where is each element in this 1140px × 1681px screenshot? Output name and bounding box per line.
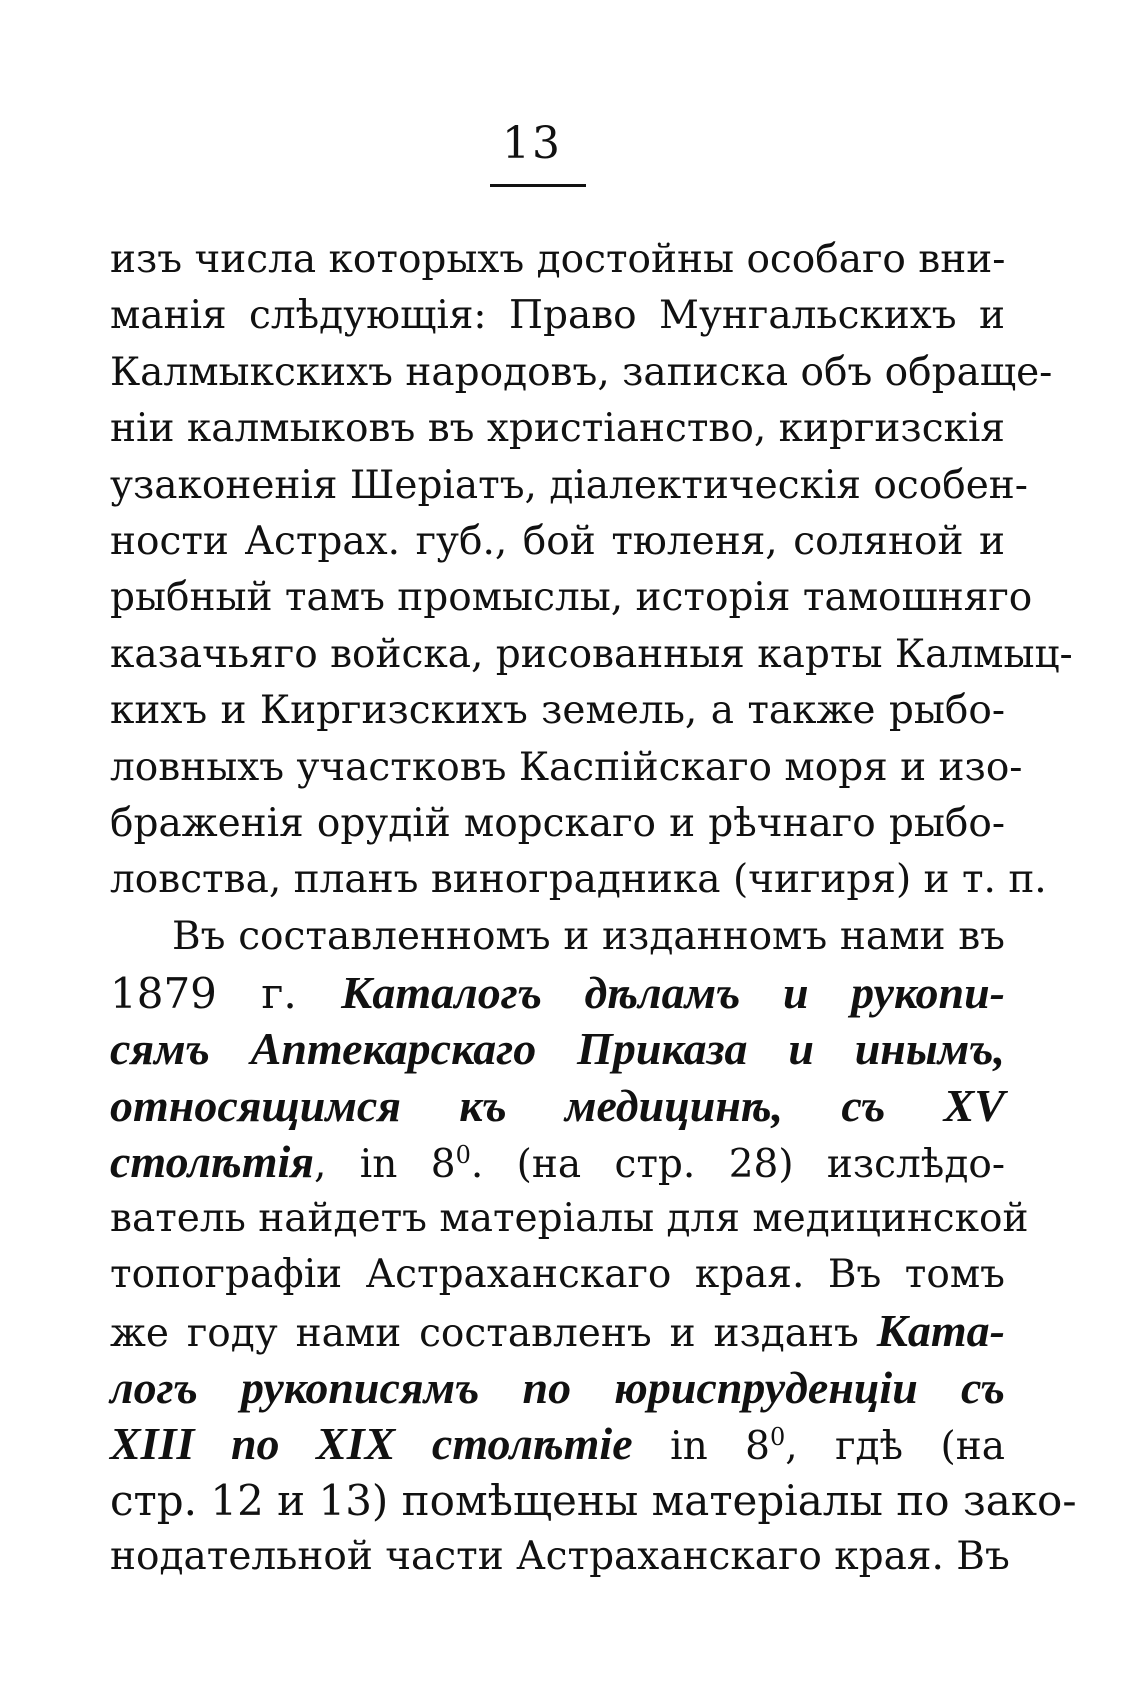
text-line [110,458,1028,514]
text-segment: браженія орудій морскаго и рѣчнаго рыбо- [110,800,1005,846]
italic-title-segment: XIII по XIX столѣтіе [110,1418,633,1470]
text-segment: ловныхъ участковъ Каспійскаго моря и изо- [110,744,1023,790]
text-segment: топографіи Астраханскаго края. Въ томъ [110,1252,1005,1298]
italic-title-segment: относящимся къ медицинѣ, съ XV [110,1079,1005,1131]
text-line [110,796,1005,852]
superscript: 0 [455,1141,471,1170]
text-segment: манія слѣдующія: Право Мунгальскихъ и [110,293,1005,339]
text-segment: нодательной части Астраханскаго края. Въ [110,1533,1010,1579]
text-line [110,1021,1005,1077]
text-segment: казачьяго войска, рисованныя карты Калмыц- [110,631,1073,677]
text-segment: Калмыкскихъ народовъ, записка объ обраще- [110,349,1053,395]
text-segment: ватель найдетъ матеріалы для медицинской [110,1195,1029,1241]
page-number: 13 [502,118,562,169]
italic-title-segment: логъ рукописямъ по юриспруденціи съ [110,1361,1005,1413]
text-line [110,965,1005,1021]
text-line [110,1191,1029,1247]
page-number-rule [490,184,586,187]
text-line [110,683,1005,739]
italic-title-segment: Ката- [876,1305,1005,1357]
text-line [110,401,1005,457]
text-segment: изъ числа которыхъ достойны особаго вни- [110,237,1006,282]
text-line [110,1134,1005,1190]
text-line [110,740,1023,796]
text-segment: Въ составленномъ и изданномъ нами въ [172,913,1005,959]
text-segment: . (на стр. 28) изслѣдо- [470,1142,1005,1188]
text-segment: ловства, планъ виноградника (чигиря) и т. п. [110,857,1047,903]
text-line [110,1247,1005,1303]
text-segment: стр. 12 и 13) помѣщены матеріалы по зако- [110,1475,1077,1525]
text-segment: ности Астрах. губ., бой тюленя, соляной и [110,518,1005,564]
text-segment: 1879 г. [110,969,342,1019]
text-line [110,288,1005,344]
text-segment: же году нами составленъ и изданъ [110,1311,877,1357]
body-text [110,232,1077,1585]
text-segment: кихъ и Киргизскихъ земель, а также рыбо- [110,688,1005,734]
text-line [110,345,1053,401]
text-line [110,232,1005,288]
italic-title-segment: столѣтія [110,1136,314,1188]
text-line [110,1303,1005,1359]
text-line [110,909,1005,965]
text-line [110,514,1005,570]
text-line [110,1078,1005,1134]
italic-title-segment: сямъ Аптекарскаго Приказа и инымъ, [110,1023,1005,1075]
text-segment: , in 8 [314,1142,456,1188]
text-segment: ніи калмыковъ въ христіанство, киргизскія [110,406,1005,452]
text-line [110,1529,1010,1585]
text-line [110,1416,1005,1472]
italic-title-segment: Каталогъ дѣламъ и рукопи- [341,967,1005,1019]
text-line [110,1360,1005,1416]
text-segment: in 8 [632,1424,770,1470]
text-line [110,570,1033,626]
text-segment: , гдѣ (на [785,1424,1005,1470]
text-line [110,627,1073,683]
superscript: 0 [769,1423,786,1452]
text-segment: узаконенія Шеріатъ, діалектическія особен- [110,462,1028,508]
text-line [110,852,1047,908]
text-line [110,1473,1077,1529]
text-segment: рыбный тамъ промыслы, исторія тамошняго [110,575,1033,621]
